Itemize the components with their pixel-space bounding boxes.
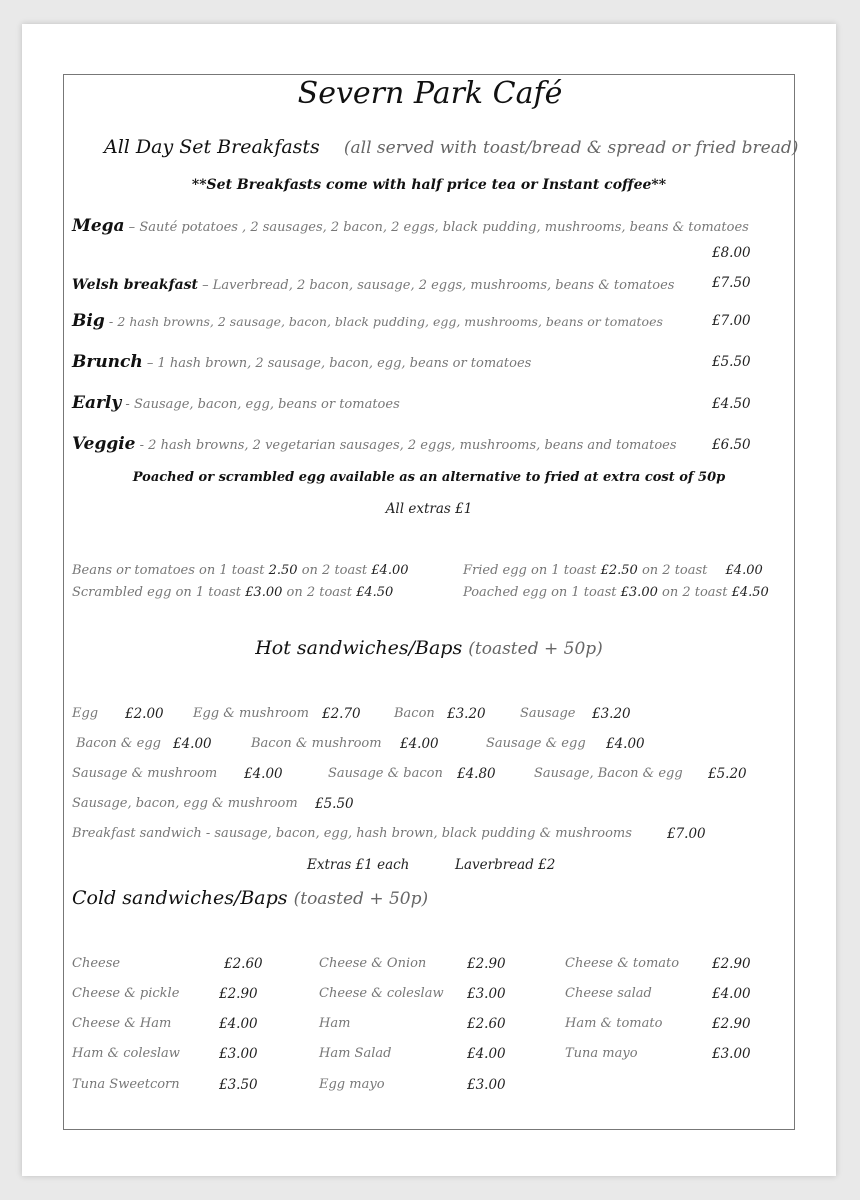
- breakfast-item-name: Mega: [72, 216, 125, 236]
- hot-item-name: Sausage & bacon: [328, 766, 443, 781]
- toast-item-label: Scrambled egg on 1 toast: [72, 585, 242, 600]
- hot-item-name: Sausage & egg: [486, 736, 586, 751]
- breakfast-item-desc: Sauté potatoes , 2 sausages, 2 bacon, 2 eggs, black pudding, mushrooms, beans & tomatoes: [139, 220, 749, 235]
- all-extras-note: All extras £1: [385, 501, 473, 517]
- cold-item-name: Ham Salad: [319, 1046, 392, 1061]
- hot-item-name: Sausage: [520, 706, 576, 721]
- cold-item-price: £2.60: [467, 1016, 506, 1032]
- breakfast-item-name: Early: [72, 393, 122, 413]
- cold-item-name: Cheese & tomato: [565, 956, 680, 971]
- hot-item-name: Bacon: [394, 706, 435, 721]
- cold-item-name: Cheese & coleslaw: [319, 986, 444, 1001]
- cold-item-price: £2.90: [219, 986, 258, 1002]
- cold-item-name: Cheese & Onion: [319, 956, 427, 971]
- breakfast-item-desc: 2 hash browns, 2 sausage, bacon, black pudding, egg, mushrooms, beans or tomatoes: [117, 314, 663, 329]
- toast-item-label: Beans or tomatoes on 1 toast: [72, 563, 265, 578]
- cold-item-price: £2.60: [224, 956, 263, 972]
- breakfast-item-sep: –: [142, 356, 158, 371]
- cold-item-price: £4.00: [712, 986, 751, 1002]
- cold-item-name: Ham: [319, 1016, 351, 1031]
- toast-item: [463, 585, 769, 600]
- breakfast-item: [72, 274, 674, 293]
- hot-item-price: £4.00: [244, 766, 283, 782]
- cold-item-price: £3.00: [712, 1046, 751, 1062]
- hot-item-price: £3.20: [592, 706, 631, 722]
- hot-item-name: Egg & mushroom: [193, 706, 309, 721]
- breakfast-item-sep: -: [135, 438, 149, 453]
- egg-alternative-note: Poached or scrambled egg available as an alternative to fried at extra cost of 50p: [132, 470, 726, 485]
- breakfast-item-desc: Sausage, bacon, egg, beans or tomatoes: [133, 397, 400, 412]
- breakfast-item: [72, 311, 663, 331]
- breakfast-promo: **Set Breakfasts come with half price tea or Instant coffee**: [191, 177, 667, 193]
- hot-item-price: £5.20: [708, 766, 747, 782]
- breakfast-item-price: £7.00: [712, 313, 751, 329]
- cold-item-name: Tuna Sweetcorn: [72, 1077, 180, 1092]
- toast-item-price-one: £2.50: [600, 563, 638, 578]
- breakfast-item-price: £7.50: [712, 275, 751, 291]
- toast-item-price-one: £3.00: [245, 585, 283, 600]
- cold-item-name: Ham & coleslaw: [72, 1046, 180, 1061]
- cold-heading-note: (toasted + 50p): [293, 889, 429, 909]
- breakfast-item-desc: 1 hash brown, 2 sausage, bacon, egg, beans or tomatoes: [157, 356, 532, 371]
- toast-item-label: Fried egg on 1 toast: [463, 563, 597, 578]
- hot-item-price: £4.00: [400, 736, 439, 752]
- breakfast-item-price: £5.50: [712, 354, 751, 370]
- cold-item-price: £4.00: [467, 1046, 506, 1062]
- breakfast-item-desc: Laverbread, 2 bacon, sausage, 2 eggs, mushrooms, beans & tomatoes: [212, 278, 675, 293]
- toast-item-price-two: £4.50: [356, 585, 394, 600]
- hot-heading: [63, 637, 795, 659]
- toast-item-price-two: £4.00: [725, 563, 763, 578]
- toast-item-price-two: £4.00: [371, 563, 409, 578]
- breakfast-item: [72, 352, 531, 372]
- breakfast-item-desc: 2 hash browns, 2 vegetarian sausages, 2 eggs, mushrooms, beans and tomatoes: [148, 438, 677, 453]
- toast-item-label: Poached egg on 1 toast: [463, 585, 617, 600]
- cold-item-name: Cheese & Ham: [72, 1016, 172, 1031]
- cold-item-name: Tuna mayo: [565, 1046, 638, 1061]
- breakfast-item-sep: –: [124, 220, 140, 235]
- hot-item-name: Bacon & egg: [76, 736, 161, 751]
- hot-item-price: £4.00: [606, 736, 645, 752]
- hot-item-price: £4.80: [457, 766, 496, 782]
- breakfast-heading-text: All Day Set Breakfasts: [104, 136, 320, 158]
- cold-item-name: Cheese & pickle: [72, 986, 180, 1001]
- cold-item-price: £3.00: [219, 1046, 258, 1062]
- hot-item-name: Breakfast sandwich - sausage, bacon, egg, hash brown, black pudding & mushrooms: [72, 826, 632, 841]
- hot-item-name: Sausage, Bacon & egg: [534, 766, 683, 781]
- toast-item-label-two: on 2 toast: [286, 585, 352, 600]
- cold-item-price: £3.50: [219, 1077, 258, 1093]
- breakfast-heading-note: (all served with toast/bread & spread or fried bread): [343, 138, 799, 158]
- breakfast-item: [72, 393, 400, 413]
- toast-item-price-one: 2.50: [268, 563, 298, 578]
- hot-item-name: Sausage & mushroom: [72, 766, 218, 781]
- cold-item-price: £2.90: [712, 956, 751, 972]
- cold-heading-text: Cold sandwiches/Baps: [72, 887, 288, 909]
- breakfast-item-name: Big: [72, 311, 105, 331]
- cold-item-price: £4.00: [219, 1016, 258, 1032]
- toast-item: [72, 585, 393, 600]
- laverbread-note: Laverbread £2: [455, 857, 556, 873]
- hot-item-name: Egg: [72, 706, 99, 721]
- toast-item-price-one: £3.00: [620, 585, 658, 600]
- cafe-title: Severn Park Café: [297, 76, 563, 111]
- cold-item-name: Cheese salad: [565, 986, 652, 1001]
- cold-item-price: £2.90: [712, 1016, 751, 1032]
- hot-item-price: £2.70: [322, 706, 361, 722]
- hot-item-price: £3.20: [447, 706, 486, 722]
- cold-item-price: £2.90: [467, 956, 506, 972]
- breakfast-item-sep: -: [104, 315, 118, 330]
- breakfast-item-price: £8.00: [712, 245, 751, 261]
- breakfast-item-sep: -: [121, 397, 134, 412]
- hot-extras-note: Extras £1 each: [307, 857, 410, 873]
- hot-item-name: Bacon & mushroom: [251, 736, 382, 751]
- breakfast-item-name: Brunch: [72, 352, 143, 372]
- toast-item-label-two: on 2 toast: [662, 585, 728, 600]
- breakfast-item: [72, 216, 749, 236]
- cold-item-price: £3.00: [467, 1077, 506, 1093]
- breakfast-item-price: £6.50: [712, 437, 751, 453]
- cold-item-name: Cheese: [72, 956, 121, 971]
- cold-item-name: Ham & tomato: [565, 1016, 663, 1031]
- hot-item-price: £2.00: [125, 706, 164, 722]
- hot-item-price: £7.00: [667, 826, 706, 842]
- toast-item-price-two: £4.50: [731, 585, 769, 600]
- breakfast-item-sep: –: [198, 278, 213, 293]
- hot-heading-text: Hot sandwiches/Baps: [255, 637, 463, 659]
- hot-item-name: Sausage, bacon, egg & mushroom: [72, 796, 298, 811]
- hot-item-price: £5.50: [315, 796, 354, 812]
- toast-item: [72, 563, 409, 578]
- toast-item: [463, 563, 763, 578]
- hot-item-price: £4.00: [173, 736, 212, 752]
- cold-item-price: £3.00: [467, 986, 506, 1002]
- breakfast-item-name: Veggie: [72, 434, 136, 454]
- breakfast-item: [72, 434, 677, 454]
- breakfast-item-name: Welsh breakfast: [72, 277, 199, 293]
- breakfast-item-price: £4.50: [712, 396, 751, 412]
- cold-heading: [72, 887, 428, 909]
- toast-item-label-two: on 2 toast: [301, 563, 368, 578]
- hot-heading-note: (toasted + 50p): [468, 639, 603, 659]
- breakfast-heading: [104, 136, 798, 158]
- cold-item-name: Egg mayo: [319, 1077, 385, 1092]
- toast-item-label-two: on 2 toast: [641, 563, 708, 578]
